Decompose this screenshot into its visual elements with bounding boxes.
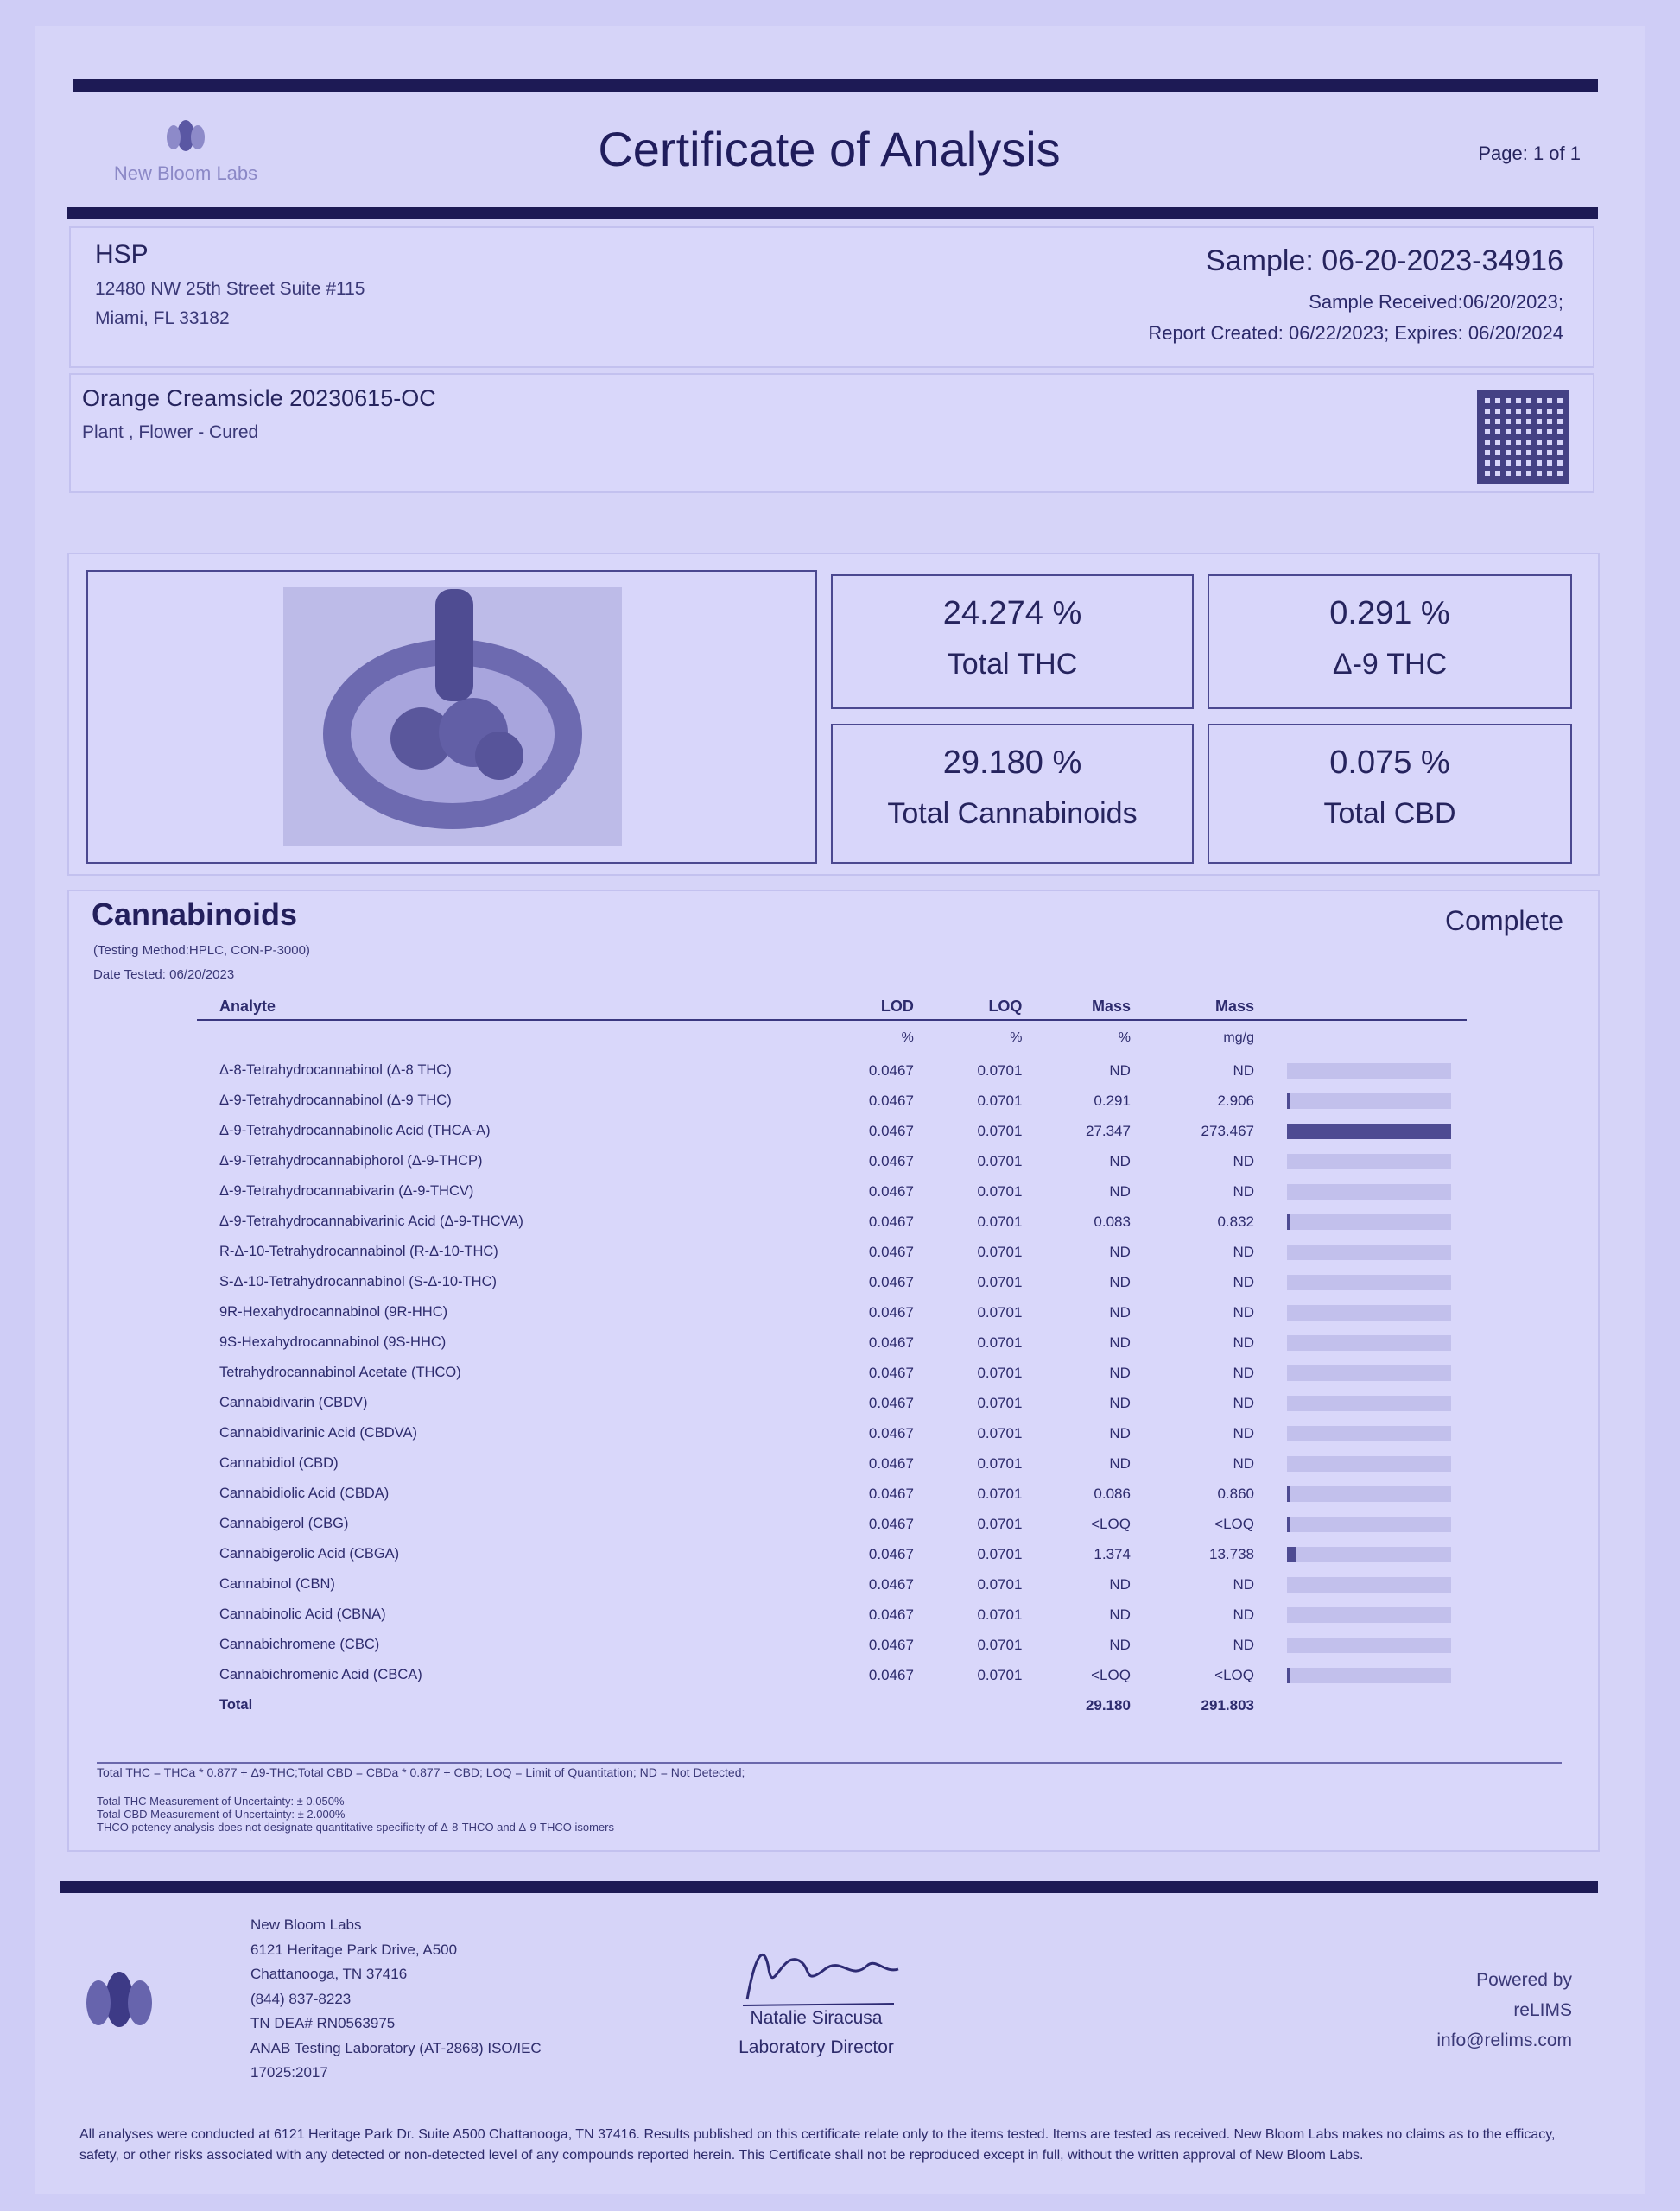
summary-label: Total Cannabinoids [887, 797, 1138, 830]
mass-pct-cell: ND [1109, 1394, 1131, 1411]
mass-pct-cell: ND [1109, 1273, 1131, 1290]
analyte-cell: Tetrahydrocannabinol Acetate (THCO) [219, 1365, 461, 1380]
mass-mgg-cell: ND [1233, 1152, 1254, 1169]
lod-cell: 0.0467 [868, 1182, 914, 1200]
total-mgg: 291.803 [1201, 1696, 1254, 1714]
summary-label: Total THC [947, 648, 1078, 681]
mass-mgg-cell: ND [1233, 1394, 1254, 1411]
analyte-cell: Δ-9-Tetrahydrocannabinolic Acid (THCA-A) [219, 1123, 491, 1138]
lod-cell: 0.0467 [868, 1152, 914, 1169]
mass-bar-cell [1261, 1479, 1467, 1509]
powered-by-label: Powered by [1476, 1970, 1572, 1990]
lod-cell: 0.0467 [868, 1485, 914, 1502]
mass-bar-track [1287, 1305, 1451, 1321]
analyte-cell: Cannabidiol (CBD) [219, 1455, 339, 1471]
mass-mgg-cell: ND [1233, 1334, 1254, 1351]
lod-cell: 0.0467 [868, 1394, 914, 1411]
mass-bar-track [1287, 1214, 1451, 1230]
lod-cell: 0.0467 [868, 1424, 914, 1441]
mass-bar-track [1287, 1668, 1451, 1683]
table-row [197, 1448, 1467, 1479]
mass-mgg-cell: <LOQ [1214, 1515, 1254, 1532]
powered-by [1436, 1965, 1572, 2056]
cannabinoids-title: Cannabinoids [92, 896, 298, 932]
mass-pct-cell: ND [1109, 1243, 1131, 1260]
footer-rule [60, 1881, 1598, 1893]
table-row [197, 1418, 1467, 1448]
disclaimer: All analyses were conducted at 6121 Heritage Park Dr. Suite A500 Chattanooga, TN 37416. Results published on this certificate relate only to the items tested. Items are tested as received. New Bloom Labs makes no claims as to the efficacy, safety, or other risks associated with any detected or non-detected level of any compounds reported herein. This Certificate shall not be reproduced except in full, without the written approval of New Bloom Labs. [79, 2127, 1556, 2163]
mass-bar-track [1287, 1638, 1451, 1653]
mass-bar-cell [1261, 1327, 1467, 1358]
mass-bar-track [1287, 1184, 1451, 1200]
mass-bar-fill [1287, 1517, 1290, 1532]
analyte-cell: S-Δ-10-Tetrahydrocannabinol (S-Δ-10-THC) [219, 1274, 497, 1289]
loq-cell: 0.0701 [977, 1666, 1023, 1683]
mass-bar-track [1287, 1063, 1451, 1079]
lod-cell: 0.0467 [868, 1454, 914, 1472]
summary-value: 24.274 % [942, 595, 1082, 631]
table-row [197, 1660, 1467, 1690]
mass-bar-track [1287, 1335, 1451, 1351]
mass-bar-fill [1287, 1124, 1451, 1139]
summary-label: Δ-9 THC [1332, 648, 1448, 681]
loq-cell: 0.0701 [977, 1273, 1023, 1290]
mass-bar-cell [1261, 1600, 1467, 1630]
table-row [197, 1327, 1467, 1358]
table-row [197, 1086, 1467, 1116]
mass-pct-cell: <LOQ [1091, 1666, 1131, 1683]
mass-bar-track [1287, 1607, 1451, 1623]
mass-bar-track [1287, 1547, 1451, 1562]
lab-address [250, 1913, 542, 2086]
analyte-cell: Cannabinolic Acid (CBNA) [219, 1606, 386, 1622]
calculation-note: Total THC = THCa * 0.877 + Δ9-THC;Total CBD = CBDa * 0.877 + CBD; LOQ = Limit of Quantitation; ND = Not Detected; [97, 1765, 745, 1779]
col-mass-pct: Mass [1029, 993, 1138, 1020]
analyte-cell: 9R-Hexahydrocannabinol (9R-HHC) [219, 1304, 448, 1320]
mass-mgg-cell: 0.832 [1217, 1213, 1254, 1230]
mass-bar-track [1287, 1396, 1451, 1411]
col-bar [1261, 993, 1467, 1020]
loq-cell: 0.0701 [977, 1485, 1023, 1502]
lod-cell: 0.0467 [868, 1575, 914, 1593]
document-title: Certificate of Analysis [598, 122, 1061, 176]
mass-bar-track [1287, 1093, 1451, 1109]
mass-bar-cell [1261, 1358, 1467, 1388]
mass-pct-cell: ND [1109, 1182, 1131, 1200]
mass-bar-cell [1261, 1509, 1467, 1539]
mass-bar-cell [1261, 1660, 1467, 1690]
cannabinoids-status: Complete [1445, 905, 1563, 936]
loq-cell: 0.0701 [977, 1636, 1023, 1653]
table-row [197, 1600, 1467, 1630]
client-address-line1: 12480 NW 25th Street Suite #115 [95, 279, 365, 299]
mass-bar-track [1287, 1517, 1451, 1532]
col-analyte: Analyte [197, 993, 812, 1020]
mass-pct-cell: <LOQ [1091, 1515, 1131, 1532]
mass-mgg-cell: 13.738 [1209, 1545, 1254, 1562]
mass-bar-cell [1261, 1569, 1467, 1600]
table-row [197, 1569, 1467, 1600]
analyte-cell: 9S-Hexahydrocannabinol (9S-HHC) [219, 1334, 447, 1350]
lod-cell: 0.0467 [868, 1545, 914, 1562]
mass-bar-fill [1287, 1486, 1290, 1502]
client-address-line2: Miami, FL 33182 [95, 308, 230, 328]
col-mass-mgg: Mass [1138, 993, 1261, 1020]
mass-pct-cell: ND [1109, 1152, 1131, 1169]
table-row [197, 1630, 1467, 1660]
mass-mgg-cell: 0.860 [1217, 1485, 1254, 1502]
lod-cell: 0.0467 [868, 1213, 914, 1230]
header-rule [67, 207, 1598, 219]
mass-bar-fill [1287, 1668, 1290, 1683]
lod-cell: 0.0467 [868, 1122, 914, 1139]
table-row [197, 1297, 1467, 1327]
table-header-row [197, 993, 1467, 1020]
mass-pct-cell: ND [1109, 1424, 1131, 1441]
thco-note: THCO potency analysis does not designate quantitative specificity of Δ-8-THCO and Δ-9-THCO isomers [97, 1821, 614, 1834]
mass-bar-cell [1261, 1297, 1467, 1327]
mass-mgg-cell: ND [1233, 1303, 1254, 1321]
lod-cell: 0.0467 [868, 1092, 914, 1109]
qr-code[interactable] [1477, 390, 1569, 484]
mass-pct-cell: ND [1109, 1454, 1131, 1472]
lod-cell: 0.0467 [868, 1666, 914, 1683]
mass-bar-cell [1261, 1055, 1467, 1086]
mass-bar-cell [1261, 1237, 1467, 1267]
mass-bar-cell [1261, 1388, 1467, 1418]
mass-pct-cell: 0.291 [1094, 1092, 1131, 1109]
analyte-cell: Δ-9-Tetrahydrocannabinol (Δ-9 THC) [219, 1093, 452, 1108]
total-pct: 29.180 [1085, 1696, 1131, 1714]
loq-cell: 0.0701 [977, 1061, 1023, 1079]
analyte-cell: Δ-9-Tetrahydrocannabiphorol (Δ-9-THCP) [219, 1153, 483, 1169]
mass-bar-cell [1261, 1630, 1467, 1660]
analyte-cell: Δ-9-Tetrahydrocannabivarinic Acid (Δ-9-THCVA) [219, 1213, 523, 1229]
mass-mgg-cell: 273.467 [1201, 1122, 1254, 1139]
lod-cell: 0.0467 [868, 1061, 914, 1079]
summary-box-d9-thc [1208, 574, 1572, 709]
loq-cell: 0.0701 [977, 1515, 1023, 1532]
lab-address-line: (844) 837-8223 [250, 1990, 352, 2007]
summary-value: 0.291 % [1329, 595, 1450, 631]
signature-image [730, 1935, 903, 2012]
lab-address-line: New Bloom Labs [250, 1916, 362, 1933]
table-row [197, 1116, 1467, 1146]
mass-bar-track [1287, 1275, 1451, 1290]
mass-bar-fill [1287, 1547, 1296, 1562]
product-photo-frame [86, 570, 817, 864]
unit-mass-mgg: mg/g [1223, 1030, 1254, 1045]
analyte-cell: Cannabigerol (CBG) [219, 1516, 349, 1531]
lab-address-line: 6121 Heritage Park Drive, A500 [250, 1941, 458, 1958]
page-number: Page: 1 of 1 [1478, 143, 1581, 164]
testing-method: (Testing Method:HPLC, CON-P-3000) [93, 943, 310, 958]
mass-pct-cell: ND [1109, 1636, 1131, 1653]
loq-cell: 0.0701 [977, 1545, 1023, 1562]
loq-cell: 0.0701 [977, 1243, 1023, 1260]
mass-mgg-cell: ND [1233, 1424, 1254, 1441]
cannabinoids-table [197, 993, 1467, 1720]
mass-pct-cell: ND [1109, 1061, 1131, 1079]
mass-mgg-cell: ND [1233, 1243, 1254, 1260]
loq-cell: 0.0701 [977, 1575, 1023, 1593]
mass-bar-track [1287, 1577, 1451, 1593]
mass-pct-cell: ND [1109, 1364, 1131, 1381]
mass-bar-cell [1261, 1448, 1467, 1479]
table-row [197, 1479, 1467, 1509]
mass-mgg-cell: ND [1233, 1454, 1254, 1472]
mass-bar-track [1287, 1486, 1451, 1502]
mass-bar-track [1287, 1456, 1451, 1472]
mass-bar-track [1287, 1124, 1451, 1139]
mass-mgg-cell: ND [1233, 1606, 1254, 1623]
mass-pct-cell: ND [1109, 1334, 1131, 1351]
mass-bar-cell [1261, 1267, 1467, 1297]
table-bottom-rule [97, 1762, 1562, 1764]
unit-loq: % [1010, 1030, 1023, 1045]
signatory [708, 2004, 924, 2062]
product-photo [283, 587, 622, 846]
loq-cell: 0.0701 [977, 1213, 1023, 1230]
mass-pct-cell: 27.347 [1085, 1122, 1131, 1139]
analyte-cell: Cannabinol (CBN) [219, 1576, 335, 1592]
mass-pct-cell: ND [1109, 1303, 1131, 1321]
table-row [197, 1358, 1467, 1388]
mass-pct-cell: ND [1109, 1606, 1131, 1623]
mass-pct-cell: 0.083 [1094, 1213, 1131, 1230]
table-row [197, 1176, 1467, 1207]
lod-cell: 0.0467 [868, 1515, 914, 1532]
sample-received: Sample Received:06/20/2023; [1309, 291, 1563, 313]
mass-mgg-cell: ND [1233, 1575, 1254, 1593]
powered-by-email[interactable]: info@relims.com [1436, 2030, 1572, 2050]
table-row [197, 1509, 1467, 1539]
uncertainty-cbd: Total CBD Measurement of Uncertainty: ± 2.000% [97, 1808, 346, 1821]
total-label: Total [219, 1697, 253, 1713]
loq-cell: 0.0701 [977, 1334, 1023, 1351]
lod-cell: 0.0467 [868, 1303, 914, 1321]
analyte-cell: Cannabichromenic Acid (CBCA) [219, 1667, 422, 1682]
loq-cell: 0.0701 [977, 1364, 1023, 1381]
analyte-cell: Cannabichromene (CBC) [219, 1637, 380, 1652]
total-row [197, 1690, 1467, 1720]
powered-by-name: reLIMS [1513, 2000, 1572, 2020]
lod-cell: 0.0467 [868, 1243, 914, 1260]
sample-id: Sample: 06-20-2023-34916 [1206, 244, 1563, 277]
mass-bar-fill [1287, 1093, 1290, 1109]
summary-box-total-thc [831, 574, 1194, 709]
lod-cell: 0.0467 [868, 1606, 914, 1623]
signer-name: Natalie Siracusa [750, 2008, 883, 2028]
summary-box-total-cbd [1208, 724, 1572, 864]
lab-footer-logo-icon [76, 1965, 162, 2034]
table-row [197, 1055, 1467, 1086]
loq-cell: 0.0701 [977, 1092, 1023, 1109]
table-row [197, 1207, 1467, 1237]
lab-logo-text: New Bloom Labs [113, 162, 258, 184]
mass-mgg-cell: 2.906 [1217, 1092, 1254, 1109]
mass-mgg-cell: ND [1233, 1061, 1254, 1079]
col-loq: LOQ [921, 993, 1030, 1020]
mass-bar-track [1287, 1245, 1451, 1260]
mass-mgg-cell: ND [1233, 1182, 1254, 1200]
client-name: HSP [95, 240, 149, 269]
product-name: Orange Creamsicle 20230615-OC [82, 385, 436, 411]
lod-cell: 0.0467 [868, 1364, 914, 1381]
report-created: Report Created: 06/22/2023; Expires: 06/20/2024 [1148, 322, 1563, 344]
table-row [197, 1237, 1467, 1267]
mass-bar-cell [1261, 1116, 1467, 1146]
mass-mgg-cell: ND [1233, 1273, 1254, 1290]
mass-mgg-cell: ND [1233, 1636, 1254, 1653]
mass-pct-cell: 0.086 [1094, 1485, 1131, 1502]
loq-cell: 0.0701 [977, 1303, 1023, 1321]
lab-address-line: Chattanooga, TN 37416 [250, 1966, 408, 1982]
lod-cell: 0.0467 [868, 1273, 914, 1290]
loq-cell: 0.0701 [977, 1606, 1023, 1623]
summary-label: Total CBD [1323, 797, 1456, 830]
loq-cell: 0.0701 [977, 1454, 1023, 1472]
mass-bar-cell [1261, 1207, 1467, 1237]
loq-cell: 0.0701 [977, 1424, 1023, 1441]
signer-title: Laboratory Director [739, 2037, 894, 2057]
mass-pct-cell: ND [1109, 1575, 1131, 1593]
mass-bar-track [1287, 1365, 1451, 1381]
unit-lod: % [901, 1030, 914, 1045]
mass-bar-cell [1261, 1146, 1467, 1176]
col-lod: LOD [812, 993, 921, 1020]
analyte-cell: Cannabidivarin (CBDV) [219, 1395, 368, 1410]
analyte-cell: Cannabigerolic Acid (CBGA) [219, 1546, 400, 1562]
loq-cell: 0.0701 [977, 1152, 1023, 1169]
mass-bar-track [1287, 1154, 1451, 1169]
loq-cell: 0.0701 [977, 1182, 1023, 1200]
mass-bar-cell [1261, 1176, 1467, 1207]
summary-value: 29.180 % [942, 744, 1082, 781]
mass-bar-fill [1287, 1214, 1290, 1230]
mass-mgg-cell: ND [1233, 1364, 1254, 1381]
table-row [197, 1539, 1467, 1569]
uncertainty-thc: Total THC Measurement of Uncertainty: ± 0.050% [97, 1795, 345, 1808]
date-tested: Date Tested: 06/20/2023 [93, 967, 235, 982]
mass-pct-cell: 1.374 [1094, 1545, 1131, 1562]
lod-cell: 0.0467 [868, 1636, 914, 1653]
mass-bar-track [1287, 1426, 1451, 1441]
mass-bar-cell [1261, 1418, 1467, 1448]
unit-mass-pct: % [1118, 1030, 1131, 1045]
loq-cell: 0.0701 [977, 1394, 1023, 1411]
analyte-cell: Cannabidivarinic Acid (CBDVA) [219, 1425, 417, 1441]
product-matrix: Plant , Flower - Cured [82, 422, 259, 442]
top-rule [73, 79, 1598, 92]
lab-address-line: ANAB Testing Laboratory (AT-2868) ISO/IEC [250, 2039, 542, 2056]
loq-cell: 0.0701 [977, 1122, 1023, 1139]
analyte-cell: R-Δ-10-Tetrahydrocannabinol (R-Δ-10-THC) [219, 1244, 498, 1259]
summary-value: 0.075 % [1329, 744, 1450, 781]
sample-dates [1148, 287, 1563, 349]
table-row [197, 1146, 1467, 1176]
analyte-cell: Δ-9-Tetrahydrocannabivarin (Δ-9-THCV) [219, 1183, 474, 1199]
analyte-cell: Δ-8-Tetrahydrocannabinol (Δ-8 THC) [219, 1062, 452, 1078]
mass-bar-cell [1261, 1539, 1467, 1569]
units-row [197, 1020, 1467, 1055]
mass-mgg-cell: <LOQ [1214, 1666, 1254, 1683]
mass-bar-cell [1261, 1086, 1467, 1116]
table-row [197, 1388, 1467, 1418]
lod-cell: 0.0467 [868, 1334, 914, 1351]
lab-address-line: TN DEA# RN0563975 [250, 2015, 396, 2031]
table-row [197, 1267, 1467, 1297]
summary-box-total-cannabinoids [831, 724, 1194, 864]
analyte-cell: Cannabidiolic Acid (CBDA) [219, 1486, 390, 1501]
lab-address-line: 17025:2017 [250, 2064, 328, 2081]
